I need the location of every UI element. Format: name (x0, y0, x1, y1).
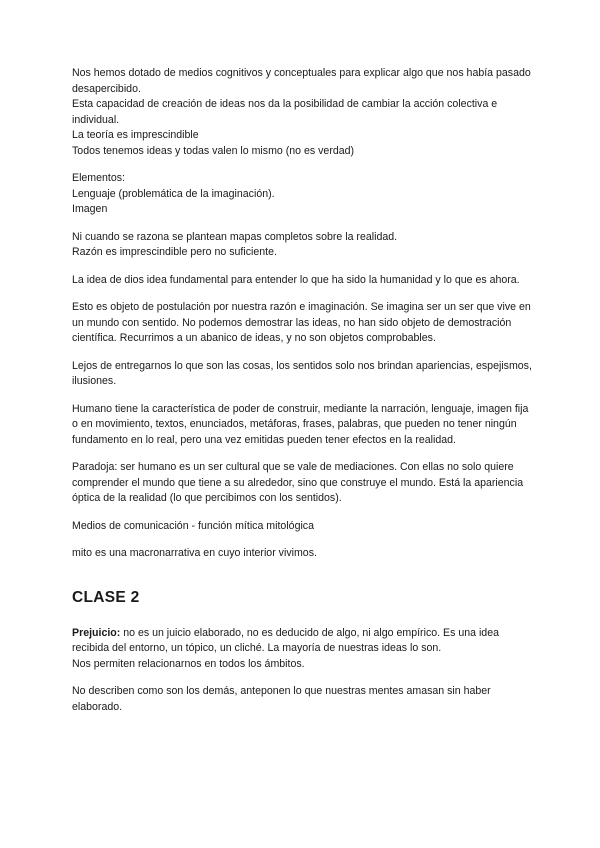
paragraph: Humano tiene la característica de poder de construir, mediante la narración, lenguaje, imagen fija o en movimiento, textos, enunciados, metáforas, frases, palabras, que pueden no tener ningún fundamento en lo real, pero una vez emitidas pueden tener efectos en la realidad. (72, 402, 529, 446)
paragraph: Lenguaje (problemática de la imaginación). (72, 187, 275, 200)
intro-block (72, 66, 532, 159)
paragraph: Ni cuando se razona se plantean mapas completos sobre la realidad. (72, 230, 398, 243)
paragraph: Medios de comunicación - función mítica mitológica (72, 519, 315, 532)
paragraph: Paradoja: ser humano es un ser cultural que se vale de mediaciones. Con ellas no solo quiere comprender el mundo que tiene a su alrededor, sino que construye el mundo. Está la apariencia óptica de la realidad (lo que percibimos con los sentidos). (72, 461, 524, 504)
paragraph-prejuicio (72, 626, 532, 657)
paragraph: La teoría es imprescindible (72, 129, 199, 141)
paragraph: Esto es objeto de postulación por nuestra razón e imaginación. Se imagina ser un ser que vive en un mundo con sentido. No podemos demostrar las ideas, no han sido objeto de demostración científica. Recurrimos a un abanico de ideas, y no son objetos comprobables. (72, 301, 531, 344)
paragraph: Esta capacidad de creación de ideas nos da la posibilidad de cambiar la acción colectiva e individual. (72, 98, 498, 126)
paragraph: Imagen (72, 203, 108, 215)
paragraph: Nos permiten relacionarnos en todos los ámbitos. (72, 657, 305, 670)
elements-block (72, 171, 532, 218)
paragraph: La idea de dios idea fundamental para entender lo que ha sido la humanidad y lo que es ahora. (72, 273, 520, 286)
term-definition: no es un juicio elaborado, no es deducido de algo, ni algo empírico. Es una idea recibida del entorno, un tópico, un cliché. La mayoría de nuestras ideas lo son. (72, 626, 499, 654)
section-heading: CLASE 2 (72, 588, 140, 606)
paragraph: Razón es imprescindible pero no suficiente. (72, 246, 277, 258)
paragraph: Lejos de entregarnos lo que son las cosas, los sentidos solo nos brindan apariencias, espejismos, ilusiones. (72, 359, 532, 387)
paragraph: mito es una macronarrativa en cuyo interior vivimos. (72, 547, 317, 559)
reason-block (72, 230, 532, 261)
document-page (72, 66, 532, 715)
paragraph: Elementos: (72, 172, 125, 184)
term-label: Prejuicio: (72, 626, 121, 639)
paragraph: No describen como son los demás, anteponen lo que nuestras mentes amasan sin haber elaborado. (72, 685, 491, 713)
paragraph: Todos tenemos ideas y todas valen lo mismo (no es verdad) (72, 144, 355, 157)
paragraph: Nos hemos dotado de medios cognitivos y conceptuales para explicar algo que nos había pasado desapercibido. (72, 67, 531, 95)
